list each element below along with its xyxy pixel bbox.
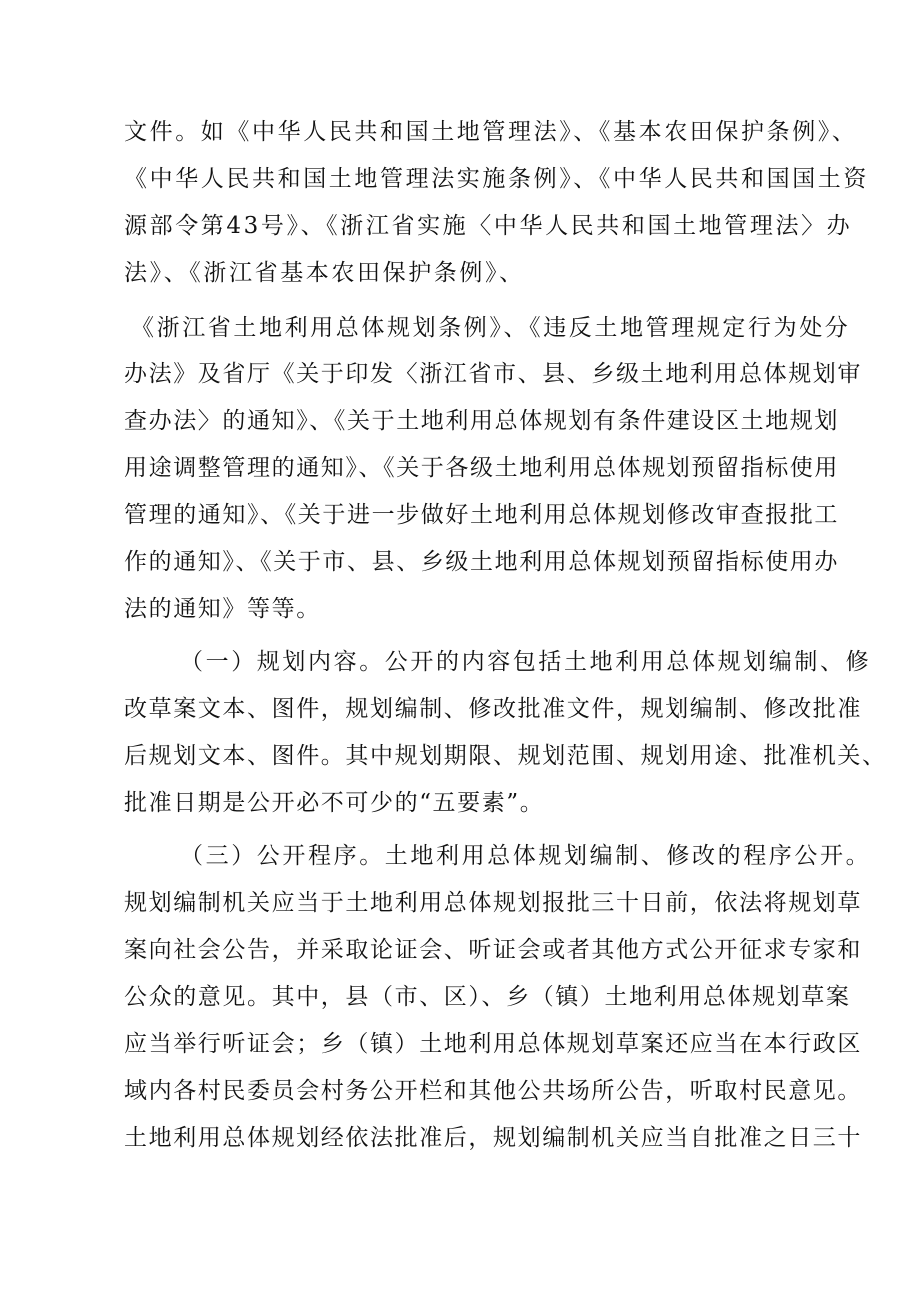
text-line xyxy=(0,930,920,970)
text-line xyxy=(0,1024,920,1064)
text-line xyxy=(0,977,920,1017)
line-text: 案向社会公告，并采取论证会、听证会或者其他方式公开征求专家和 xyxy=(124,937,862,963)
line-text: 域内各村民委员会村务公开栏和其他公共场所公告，听取村民意见。 xyxy=(124,1078,862,1104)
line-text: 应当举行听证会；乡（镇）土地利用总体规划草案还应当在本行政区 xyxy=(124,1031,862,1057)
line-text: 作的通知》、《关于市、县、乡级土地利用总体规划预留指标使用办 xyxy=(124,549,839,575)
text-line xyxy=(0,589,920,629)
text-line xyxy=(0,253,920,293)
line-text: 批准日期是公开必不可少的“五要素”。 xyxy=(124,790,545,816)
text-line xyxy=(0,883,920,923)
line-text: 法》、《浙江省基本农田保护条例》、 xyxy=(124,260,525,286)
line-text: 土地利用总体规划经依法批准后，规划编制机关应当自批准之日三十 xyxy=(124,1125,862,1151)
text-line xyxy=(0,495,920,535)
line-text: 办法》及省厅《关于印发〈浙江省市、县、乡级土地利用总体规划审 xyxy=(124,361,862,387)
text-line xyxy=(0,1071,920,1111)
line-text: 《中华人民共和国土地管理法实施条例》、《中华人民共和国国土资 xyxy=(124,166,869,192)
text-line xyxy=(0,689,920,729)
line-text: 用途调整管理的通知》、《关于各级土地利用总体规划预留指标使用 xyxy=(124,455,839,481)
text-line xyxy=(0,112,920,152)
text-line xyxy=(0,401,920,441)
line-text: 后规划文本、图件。其中规划期限、规划范围、规划用途、批准机关、 xyxy=(124,743,887,769)
text-line xyxy=(0,836,920,876)
line-text: 改草案文本、图件，规划编制、修改批准文件，规划编制、修改批准 xyxy=(124,696,862,722)
text-line xyxy=(0,1118,920,1158)
line-text: （一）规划内容。公开的内容包括土地利用总体规划编制、修 xyxy=(180,649,872,675)
line-text: 管理的通知》、《关于进一步做好土地利用总体规划修改审查报批工 xyxy=(124,502,839,528)
text-line xyxy=(0,736,920,776)
line-text: （三）公开程序。土地利用总体规划编制、修改的程序公开。 xyxy=(180,843,872,869)
text-line xyxy=(0,542,920,582)
line-text: 规划编制机关应当于土地利用总体规划报批三十日前，依法将规划草 xyxy=(124,890,862,916)
text-line xyxy=(0,206,920,246)
text-line xyxy=(0,159,920,199)
text-line xyxy=(0,308,920,348)
line-text: 公众的意见。其中，县（市、区）、乡（镇）土地利用总体规划草案 xyxy=(124,984,851,1010)
line-text: 《浙江省土地利用总体规划条例》、《违反土地管理规定行为处分 xyxy=(131,315,851,341)
text-line xyxy=(0,354,920,394)
line-text: 文件。如《中华人民共和国土地管理法》、《基本农田保护条例》、 xyxy=(124,119,858,145)
line-text: 法的通知》等等。 xyxy=(124,596,321,622)
text-line xyxy=(0,448,920,488)
line-text: 源部令第43号》、《浙江省实施〈中华人民共和国土地管理法〉办 xyxy=(124,213,853,239)
line-text: 查办法〉的通知》、《关于土地利用总体规划有条件建设区土地规划 xyxy=(124,408,839,434)
text-line xyxy=(0,783,920,823)
text-line xyxy=(0,642,920,682)
